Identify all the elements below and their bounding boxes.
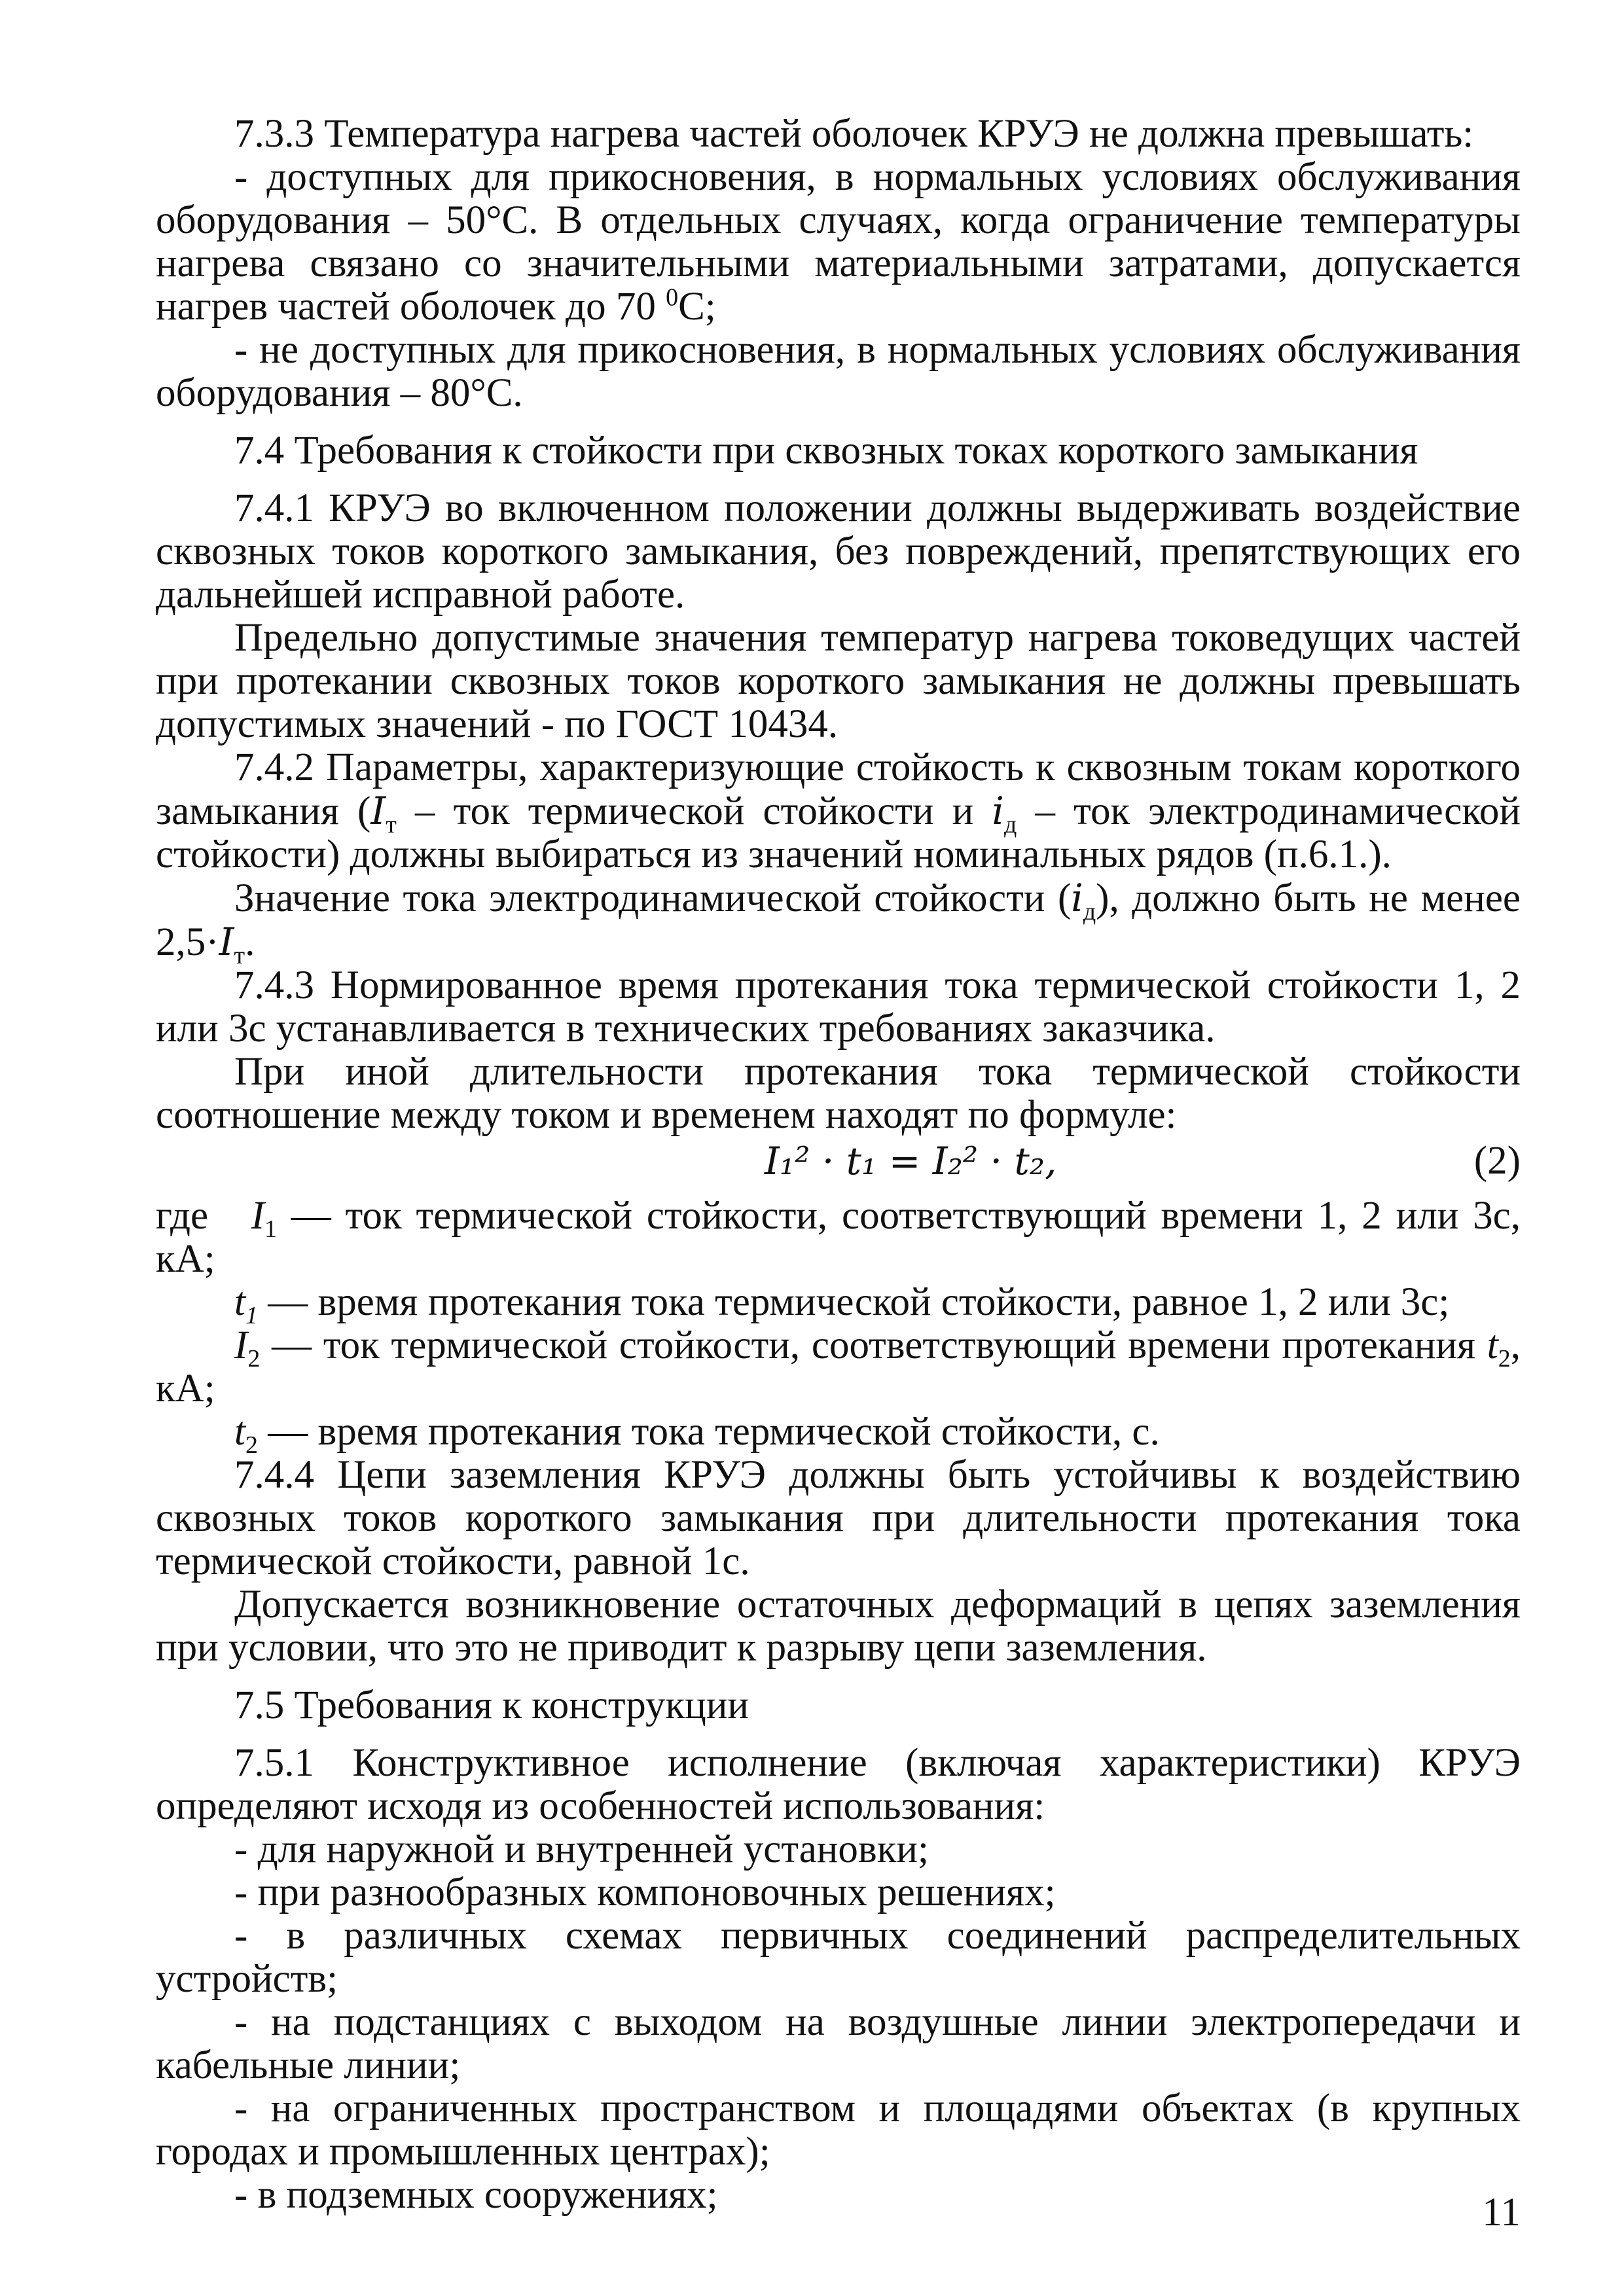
legend-symbol-4: t	[234, 1410, 245, 1454]
page-number: 11	[1482, 2191, 1521, 2234]
legend-symbol-3: I	[234, 1323, 248, 1367]
legend-symbol-2-sub: 1	[245, 1302, 258, 1330]
legend-symbol-1-sub: 1	[264, 1215, 277, 1244]
list-item: - для наружной и внутренней установки;	[234, 1827, 929, 1871]
legend-line-4	[156, 1410, 1521, 1460]
symbol-id-sub: д	[1003, 811, 1017, 839]
symbol-it-2-sub: т	[234, 942, 245, 970]
legend-text-3b: , кА;	[156, 1323, 1521, 1410]
legend-line-3	[156, 1324, 1521, 1410]
legend-line-1	[156, 1194, 1521, 1281]
section-7-4-title: 7.4 Требования к стойкости при сквозных токах короткого замыкания	[234, 429, 1418, 473]
formula-number: (2)	[1473, 1139, 1521, 1183]
formula-legend	[156, 1194, 1521, 1460]
legend-line-2	[156, 1280, 1521, 1330]
legend-text-1: — ток термической стойкости, соответствующий времени 1, 2 или 3с, кА;	[156, 1194, 1521, 1281]
legend-text-2: — время протекания тока термической стойкости, равное 1, 2 или 3с;	[257, 1280, 1450, 1324]
paragraph-7-4-4-continued: Допускается возникновение остаточных деформаций в цепях заземления при условии, что это не приводит к разрыву цепи заземления.	[156, 1583, 1521, 1670]
legend-symbol-3-sub: 2	[247, 1345, 261, 1373]
section-7-3-3-item-2: - не доступных для прикосновения, в нормальных условиях обслуживания оборудования – 80°С.	[156, 328, 1521, 415]
paragraph-7-4-1: 7.4.1 КРУЭ во включенном положении должны выдерживать воздействие сквозных токов короткого замыкания, без повреждений, препятствующих его дальнейшей исправной работе.	[156, 486, 1521, 617]
paragraph-7-4-2-continued	[156, 876, 1521, 970]
legend-text-3a: — ток термической стойкости, соответствующий времени протекания	[260, 1323, 1487, 1367]
paragraph-7-4-3-continued: При иной длительности протекания тока термической стойкости соотношение между током и временем находят по формуле:	[156, 1050, 1521, 1137]
legend-symbol-4-sub: 2	[245, 1431, 258, 1460]
legend-symbol-1: I	[251, 1194, 264, 1238]
symbol-it: I	[370, 789, 386, 833]
section-7-5-title: 7.5 Требования к конструкции	[234, 1683, 749, 1727]
legend-symbol-3t-sub: 2	[1498, 1345, 1511, 1373]
formula-row	[156, 1139, 1521, 1194]
item-1-text: - доступных для прикосновения, в нормальных условиях обслуживания оборудования – 50°С. В отдельных случаях, когда ограничение температуры нагрева связано со значительными материальными затратами, допускается нагрев частей оболочек до 70	[156, 155, 1521, 329]
legend-lead: где	[156, 1194, 209, 1238]
symbol-it-sub: т	[386, 811, 397, 839]
formula: I₁² · t₁ = I₂² · t₂,	[765, 1139, 1057, 1183]
symbol-id-2: i	[1071, 876, 1083, 920]
paragraph-7-4-4: 7.4.4 Цепи заземления КРУЭ должны быть устойчивы к воздействию сквозных токов короткого замыкания при длительности протекания тока термической стойкости, равной 1с.	[156, 1453, 1521, 1583]
paragraph-7-5-1: 7.5.1 Конструктивное исполнение (включая характеристики) КРУЭ определяют исходя из особенностей использования:	[156, 1741, 1521, 1828]
legend-text-4: — время протекания тока термической стойкости, с.	[257, 1410, 1160, 1454]
symbol-id-2-sub: д	[1083, 898, 1096, 926]
p742-text-a: 7.4.2 Параметры, характеризующие стойкость к сквозным токам короткого замыкания (	[156, 745, 1521, 833]
degree-superscript: 0	[666, 283, 679, 312]
p742b-text-b: ), должно быть не менее 2,5·	[156, 876, 1521, 964]
legend-symbol-2: t	[234, 1280, 245, 1324]
list-item: - на подстанциях с выходом на воздушные линии электропередачи и кабельные линии;	[156, 2000, 1521, 2087]
p742-text-c: – ток электродинамической стойкости) должны выбираться из значений номинальных рядов (п.6.1.).	[156, 789, 1521, 876]
section-7-3-3-heading: 7.3.3 Температура нагрева частей оболочек КРУЭ не должна превышать:	[234, 112, 1474, 156]
paragraph-7-4-3: 7.4.3 Нормированное время протекания тока термической стойкости 1, 2 или 3с устанавливается в технических требованиях заказчика.	[156, 963, 1521, 1050]
list-item: - в подземных сооружениях;	[234, 2173, 718, 2217]
symbol-id: i	[992, 789, 1004, 833]
paragraph-7-4-1-continued: Предельно допустимые значения температур нагрева токоведущих частей при протекании сквозных токов короткого замыкания не должны превышать допустимых значений - по ГОСТ 10434.	[156, 616, 1521, 746]
list-item: - при разнообразных компоновочных решениях;	[234, 1871, 1056, 1914]
paragraph-7-4-2	[156, 746, 1521, 876]
page-content	[156, 113, 1521, 2217]
p742b-text-a: Значение тока электродинамической стойкости (	[234, 876, 1072, 920]
section-7-3-3-item-1	[156, 156, 1521, 329]
p742b-text-c: .	[245, 920, 255, 964]
list-item: - на ограниченных пространством и площадями объектах (в крупных городах и промышленных центрах);	[156, 2087, 1521, 2174]
symbol-it-2: I	[219, 920, 234, 964]
item-1-end: С;	[678, 285, 716, 329]
p742-text-b: – ток термической стойкости и	[396, 789, 992, 833]
list-item: - в различных схемах первичных соединений распределительных устройств;	[156, 1914, 1521, 2001]
legend-symbol-3t: t	[1487, 1323, 1498, 1367]
